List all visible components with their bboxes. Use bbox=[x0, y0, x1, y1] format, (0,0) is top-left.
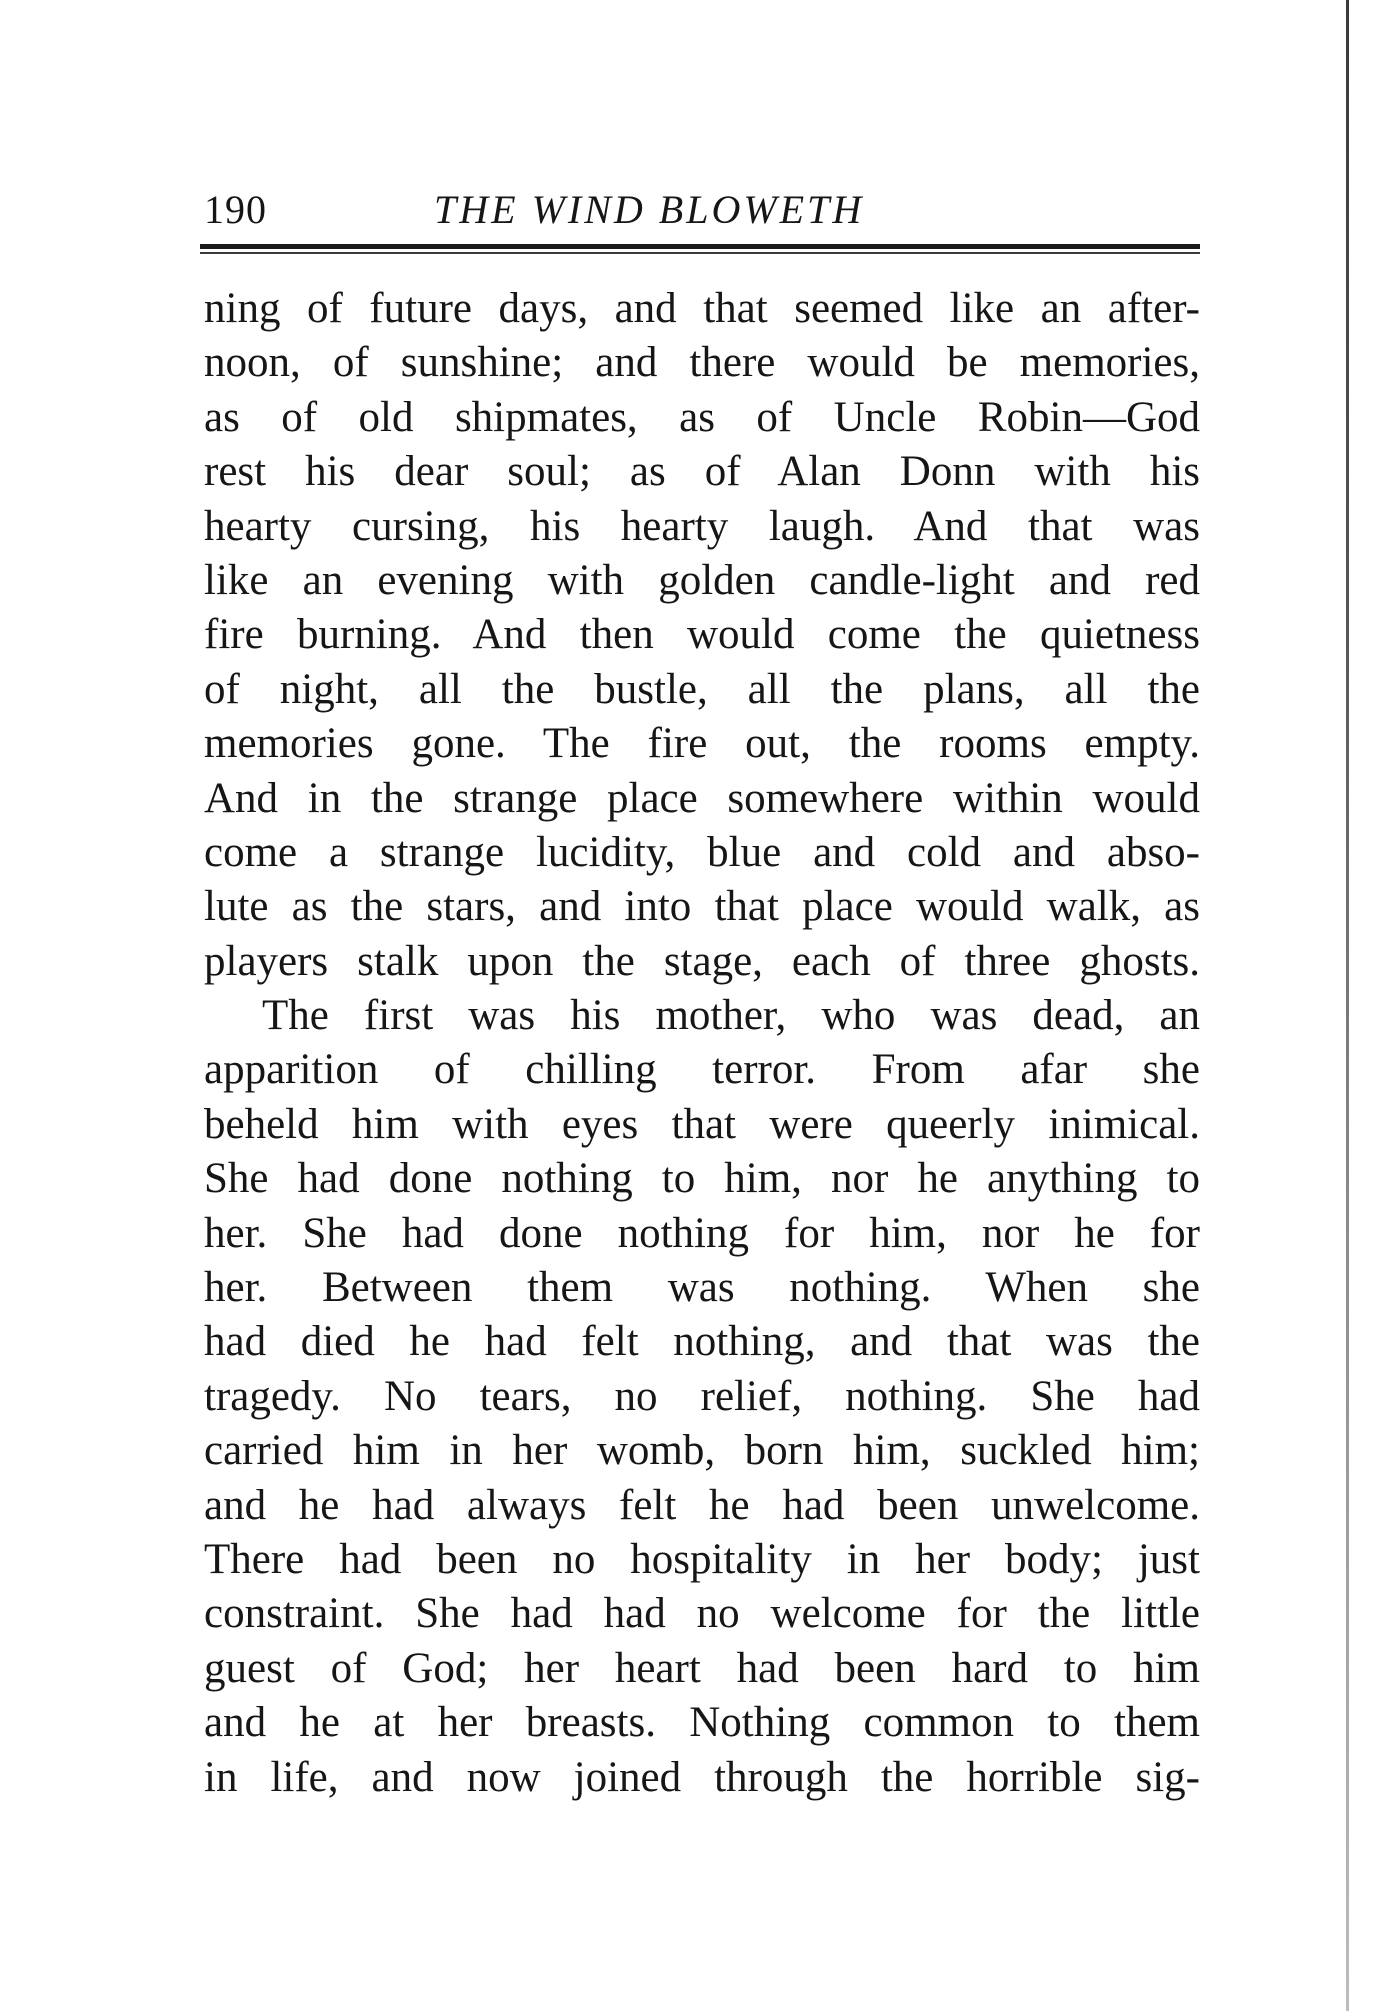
text-line: come a strange lucidity, blue and cold and abso- bbox=[204, 828, 1200, 876]
text-line: constraint. She had had no welcome for the little bbox=[204, 1590, 1200, 1638]
text-line: And in the strange place somewhere within would bbox=[204, 774, 1200, 822]
text-line: She had done nothing to him, nor he anything to bbox=[204, 1155, 1200, 1203]
text-line: players stalk upon the stage, each of three ghosts. bbox=[204, 937, 1200, 985]
text-line: noon, of sunshine; and there would be memories, bbox=[204, 339, 1200, 387]
text-line: ning of future days, and that seemed like an after- bbox=[204, 285, 1200, 332]
text-line: carried him in her womb, born him, suckled him; bbox=[204, 1427, 1200, 1475]
text-line-paragraph-start: The first was his mother, who was dead, an bbox=[262, 992, 1200, 1040]
text-line: tragedy. No tears, no relief, nothing. She had bbox=[204, 1372, 1200, 1420]
text-line: memories gone. The fire out, the rooms empty. bbox=[204, 720, 1200, 768]
text-line: as of old shipmates, as of Uncle Robin—God bbox=[204, 393, 1200, 441]
text-line: of night, all the bustle, all the plans, all the bbox=[204, 665, 1200, 713]
header-rule-thin bbox=[200, 252, 1200, 254]
page-number: 190 bbox=[204, 187, 267, 232]
text-line: had died he had felt nothing, and that was the bbox=[204, 1318, 1200, 1366]
text-line: hearty cursing, his hearty laugh. And that was bbox=[204, 502, 1200, 550]
text-line: apparition of chilling terror. From afar she bbox=[204, 1046, 1200, 1094]
page-edge-shadow bbox=[1346, 0, 1349, 2011]
text-line: lute as the stars, and into that place would walk, as bbox=[204, 883, 1200, 931]
text-line: in life, and now joined through the horrible sig- bbox=[204, 1753, 1200, 1801]
text-line: her. She had done nothing for him, nor he for bbox=[204, 1209, 1200, 1257]
text-line: like an evening with golden candle-light and red bbox=[204, 556, 1200, 604]
running-title: THE WIND BLOWETH bbox=[434, 187, 865, 232]
text-line: her. Between them was nothing. When she bbox=[204, 1264, 1200, 1312]
text-line: There had been no hospitality in her body; just bbox=[204, 1535, 1200, 1583]
running-head bbox=[204, 180, 1204, 240]
text-line: fire burning. And then would come the quietness bbox=[204, 611, 1200, 659]
text-line: beheld him with eyes that were queerly inimical. bbox=[204, 1100, 1200, 1148]
text-line: guest of God; her heart had been hard to him bbox=[204, 1644, 1200, 1692]
text-line: rest his dear soul; as of Alan Donn with his bbox=[204, 448, 1200, 496]
text-line: and he at her breasts. Nothing common to them bbox=[204, 1699, 1200, 1747]
text-line: and he had always felt he had been unwelcome. bbox=[204, 1481, 1200, 1529]
header-rule bbox=[200, 244, 1200, 249]
body-text bbox=[204, 282, 1200, 1805]
